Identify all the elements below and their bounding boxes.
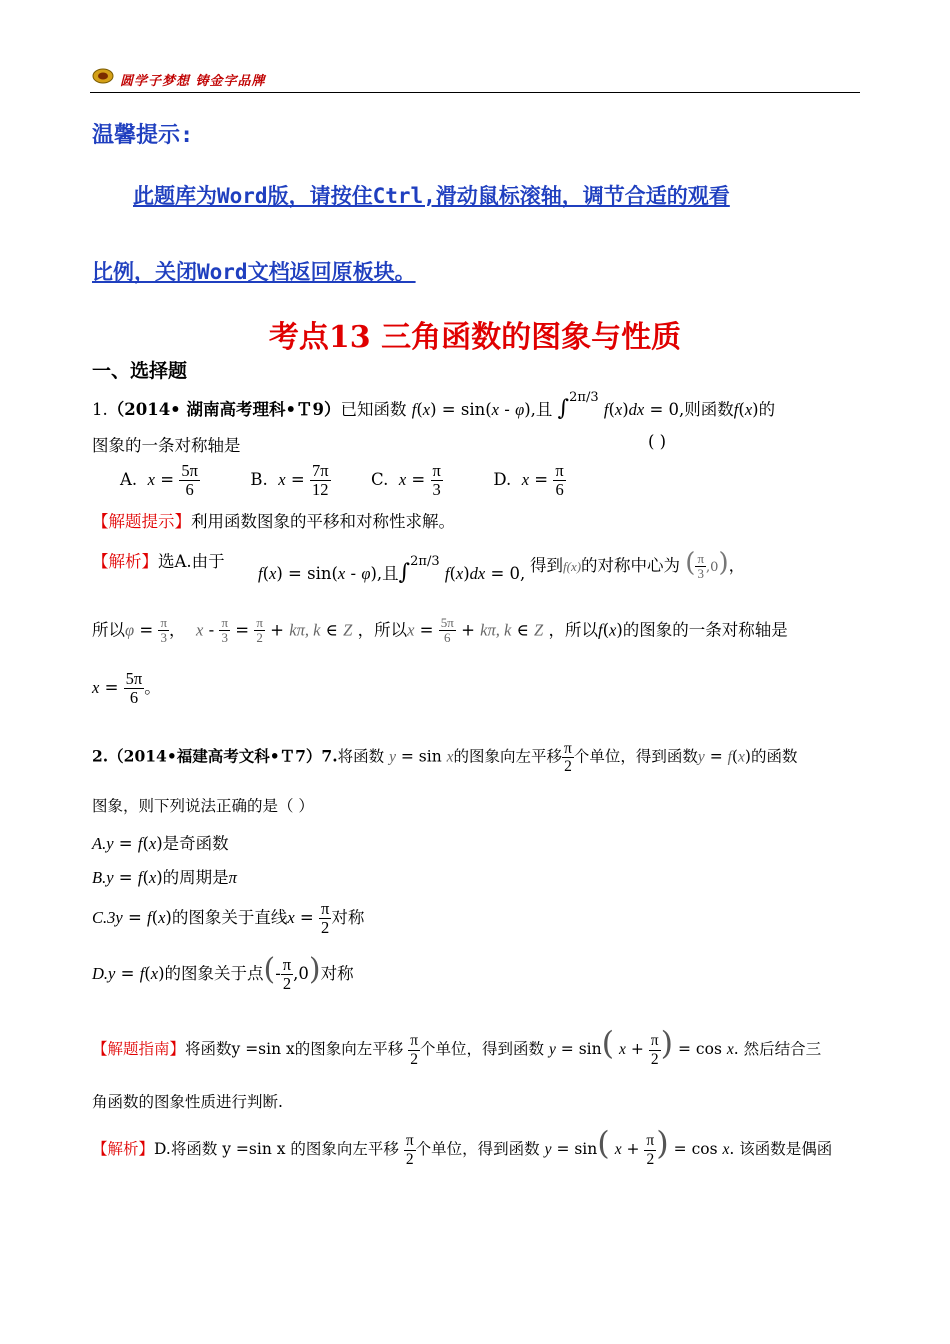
q2-option-d[interactable]: D.y = f(x)的图象关于点(- $\frac{\pi}{2}$ ,0)对称 xyxy=(92,952,354,993)
q1-solution-1b: 得到f(x)的对称中心为 ( $\frac{\pi}{3}$ ,0)， xyxy=(530,548,746,581)
q1-stem: 1.（2014• 湖南高考理科•Ｔ9）已知函数 f(x) = sin(x - φ),且 ∫$^{2\pi/3}$ f(x)dx = 0,则函数f(x)的 xyxy=(92,390,776,421)
tip-line-1[interactable]: 此题库为Word版，请按住Ctrl,滑动鼠标滚轴，调节合适的观看 xyxy=(133,184,730,208)
hint-label: 【解题提示】 xyxy=(92,512,191,531)
section-heading: 一、选择题 xyxy=(92,360,188,382)
q1-solution-formula: f(x) = sin(x - φ),且∫$^{2\pi/3}$ f(x)dx = 0, xyxy=(258,554,526,585)
q1-options xyxy=(120,462,566,499)
q1-number: 1. xyxy=(92,400,108,419)
q1-hint: 【解题提示】利用函数图象的平移和对称性求解。 xyxy=(92,512,455,531)
q1-line-2: 图象的一条对称轴是 xyxy=(92,436,241,455)
q2-option-a[interactable]: A.y = f(x)是奇函数 xyxy=(92,834,229,853)
page-title: 考点13 三角函数的图象与性质 xyxy=(268,320,682,355)
q1-solution-1: 【解析】选A.由于 xyxy=(92,552,225,571)
integral-limit: 2π/3 xyxy=(569,390,599,405)
q1-option-a[interactable]: A. x = $\frac{5\pi}{6}$ xyxy=(120,461,198,500)
q2-guide: 【解题指南】将函数y =sin x的图象向左平移 $\frac{\pi}{2}$ 个单位，得到函数 y = sin( x + $\frac{\pi}{2}$ ) = cos x. 然后结合三 xyxy=(92,1024,822,1068)
q1-text: ,则函数 xyxy=(679,400,734,419)
header-rule xyxy=(90,92,860,93)
q1-text: 的 xyxy=(758,400,776,419)
solution-label: 【解析】 xyxy=(92,1140,155,1158)
q2-guide-line-2: 角函数的图象性质进行判断. xyxy=(92,1093,283,1111)
q1-option-b[interactable]: B. x = $\frac{7\pi}{12}$ xyxy=(250,461,329,500)
tip-title: 温馨提示: xyxy=(92,123,194,148)
q1-option-c[interactable]: C. x = $\frac{\pi}{3}$ xyxy=(371,461,441,500)
q1-answer-paren: ( ) xyxy=(648,432,667,451)
q1-text: 已知函数 xyxy=(340,400,407,419)
q1-source: （2014• 湖南高考理科•Ｔ9） xyxy=(107,400,341,419)
q2-option-c[interactable]: C.3y = f(x)的图象关于直线x = $\frac{\pi}{2}$ 对称 xyxy=(92,899,365,938)
q1-text: ,且 xyxy=(530,400,553,419)
solution-label: 【解析】 xyxy=(92,552,158,571)
tip-line-2[interactable]: 比例，关闭Word文档返回原板块。 xyxy=(92,260,416,284)
q2-stem: 2.（2014•福建高考文科•Ｔ7）7.将函数 y = sin x的图象向左平移 $\frac{\pi}{2}$ 个单位，得到函数y = f(x)的函数 xyxy=(92,740,798,776)
q2-solution: 【解析】D.将函数 y =sin x 的图象向左平移 $\frac{\pi}{2}$ 个单位，得到函数 y = sin( x + $\frac{\pi}{2}$ ) = cos x. 该函数是偶函 xyxy=(92,1124,833,1168)
q2-line-2: 图象，则下列说法正确的是（ ） xyxy=(92,797,314,815)
q1-solution-3: x = $\frac{5\pi}{6}$ 。 xyxy=(92,669,161,708)
q2-option-b[interactable]: B.y = f(x)的周期是π xyxy=(92,868,237,887)
q1-solution-2: 所以φ = $\frac{\pi}{3}$ ， x - $\frac{\pi}{3}$ = $\frac{\pi}{2}$ + kπ, k ∈ Z ，所以x = $\frac{5\pi}{6}$ + kπ, k ∈ Z ，所以f(x)的图象的一条对称轴是 xyxy=(92,615,788,646)
integral-sign: ∫ xyxy=(557,396,570,421)
guide-label: 【解题指南】 xyxy=(92,1040,186,1058)
logo-icon xyxy=(92,68,114,84)
q2-source: 2.（2014•福建高考文科•Ｔ7）7. xyxy=(92,746,338,766)
header-slogan: 圆学子梦想 铸金字品牌 xyxy=(120,74,266,89)
q1-option-d[interactable]: D. x = $\frac{\pi}{6}$ xyxy=(493,461,564,500)
q1-formula: f xyxy=(411,400,417,419)
